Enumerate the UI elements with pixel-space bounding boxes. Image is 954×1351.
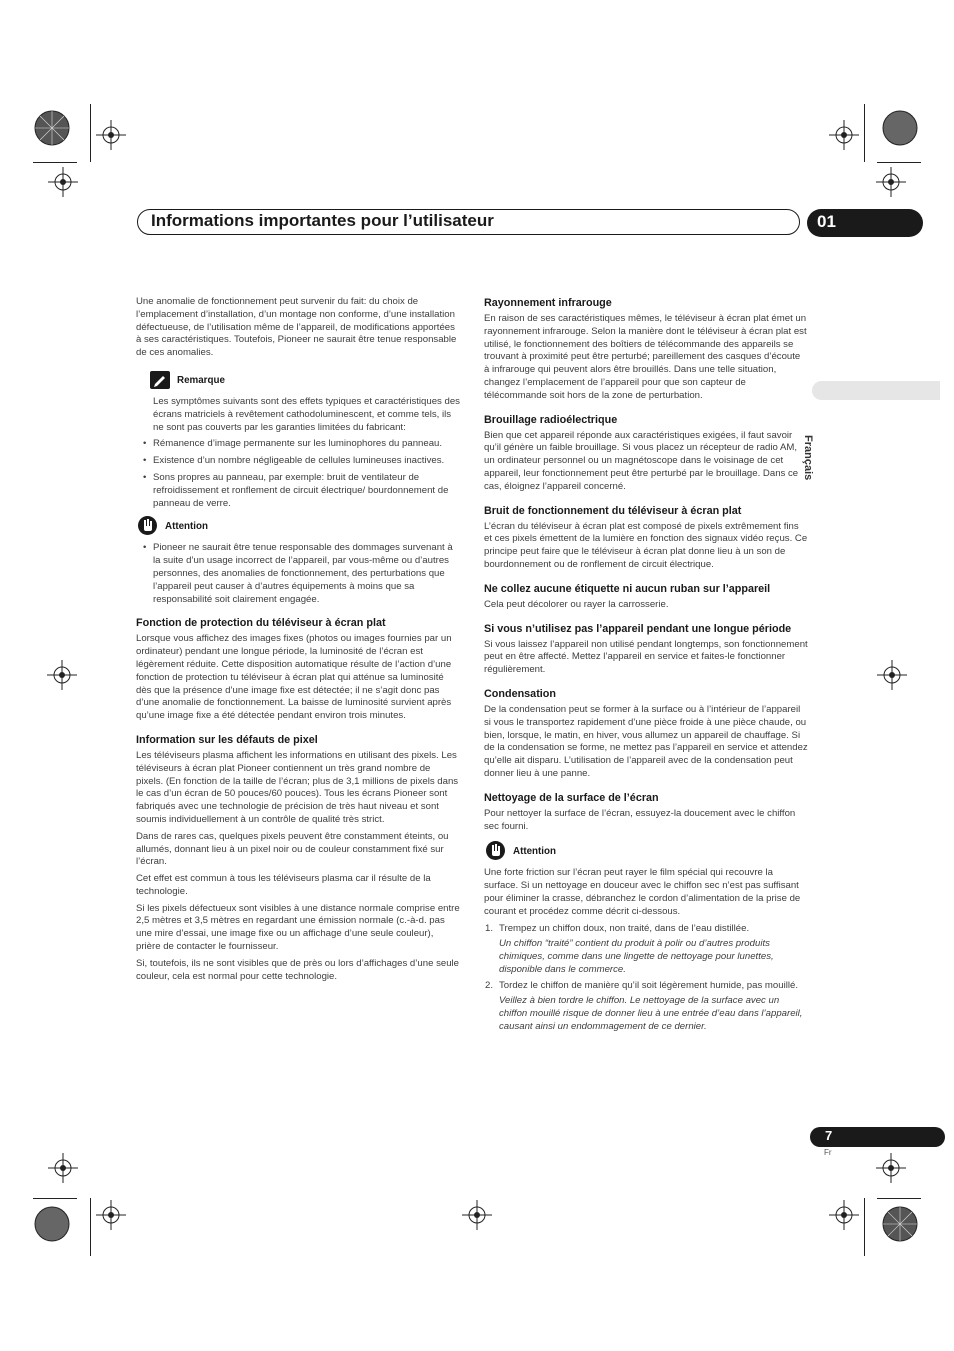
section-text: Les téléviseurs plasma affichent les informations en utilisant des pixels. Les téléviseurs à écran plat Pioneer contiennent un très grand nombre de pixels. (En fonction de la taille de l’écran; plus de 3,1 millions de pixels dans le cas d’un écran de 50 pouces/60 pouces). Tous les écrans Pioneer sont fabriqués avec une technologie de précision de très haut niveau et sont soumis individuellement à un contrôle de qualité très strict. <box>136 749 459 825</box>
intro-paragraph: Une anomalie de fonctionnement peut survenir du fait: du choix de l’emplacement d’installation, d’un montage non conforme, d’une installation défectueuse, de l’utilisation même de l’appareil, de modifications apportées à ses caractéristiques. Toutefois, Pioneer ne saurait être tenue responsable de ces anomalies. <box>136 296 457 359</box>
page-title: Informations importantes pour l’utilisateur <box>151 211 494 230</box>
page-number: 7 <box>825 1128 833 1143</box>
section-heading: Fonction de protection du téléviseur à écran plat <box>136 617 386 630</box>
crosshair-icon <box>829 1200 859 1230</box>
registration-mark-icon <box>32 108 72 148</box>
crosshair-icon <box>47 660 77 690</box>
section-text: Si vous laissez l’appareil non utilisé pendant longtemps, son fonctionnement peut en être affecté. Mettez l’appareil en service et faites-le fonctionner régulièrement. <box>484 638 808 676</box>
attention-label: Attention <box>513 846 556 858</box>
step-text: Tordez le chiffon de manière qu’il soit légèrement humide, pas mouillé. <box>499 979 798 991</box>
page-language-code: Fr <box>824 1148 832 1157</box>
step-note: Un chiffon “traité” contient du produit à polir ou d’autres produits chimiques, comme dans une lingette de nettoyage pour lunettes, disponible dans le commerce. <box>499 938 774 975</box>
section-text: Lorsque vous affichez des images fixes (photos ou images fournies par un ordinateur) pendant une longue période, la luminosité de l’écran est légèrement réduite. Cette disposition automatique résulte de l’action d’une fonction de protection tu téléviseur à écran plat qui atténue sa luminosité dès que la présence d’une image fixe est détectée; il ne s’agit donc pas d’une anomalie de fonctionnement. La baisse de luminosité survient après qu’une image fixe a été détectée pendant environ trois minutes. <box>136 633 452 722</box>
section-heading: Bruit de fonctionnement du téléviseur à écran plat <box>484 504 742 517</box>
step-number: 1. <box>485 922 494 934</box>
pencil-icon <box>150 371 170 389</box>
chapter-number: 01 <box>817 212 836 231</box>
crosshair-icon <box>876 167 906 197</box>
section-heading: Si vous n’utilisez pas l’appareil pendant une longue période <box>484 622 792 635</box>
right-column <box>484 296 808 1037</box>
section-text: L’écran du téléviseur à écran plat est composé de pixels extrêmement fins et ces pixels émettent de la lumière en fonction des signaux vidéo reçus. Ce principe peut faire que le téléviseur à écran plat donne lieu à un son de bourdonnement ou de ronflement de circuit électrique. <box>484 520 808 570</box>
attention-heading <box>138 520 460 538</box>
crosshair-icon <box>48 1153 78 1183</box>
remarque-label: Remarque <box>177 374 225 386</box>
section-text: De la condensation peut se former à la surface ou à l’intérieur de l’appareil si vous le transportez rapidement d’une pièce froide à une pièce chaude, ou bien, lorsque, le matin, en hiver, vous allumez un appareil de chauffage. Si de la condensation se forme, ne mettez pas l’appareil en service et attendez qu’elle ait disparu. L’utilisation de l’appareil avec de la condensation peut donner lieu à une panne. <box>484 703 808 779</box>
cleaning-steps <box>484 923 808 1034</box>
section-heading: Nettoyage de la surface de l’écran <box>484 791 659 804</box>
section-text: Si, toutefois, ils ne sont visibles que de près ou lors d’affichages d’une seule couleur, cela est normal pour cette technologie. <box>136 957 460 982</box>
section-text: Dans de rares cas, quelques pixels peuvent être constamment éteints, ou allumés, donnant lieu à un pixel noir ou de couleur constamment fixé sur l’écran. <box>136 830 449 868</box>
section-heading: Information sur les défauts de pixel <box>136 733 318 746</box>
remarque-list <box>136 438 460 510</box>
list-item: • Rémanence d’image permanente sur les luminophores du panneau. <box>153 438 460 451</box>
remarque-heading <box>150 374 460 392</box>
attention-list <box>136 542 460 606</box>
language-tab <box>812 381 940 400</box>
crosshair-icon <box>96 1200 126 1230</box>
crosshair-icon <box>96 120 126 150</box>
section-text: En raison de ses caractéristiques mêmes, le téléviseur à écran plat émet un rayonnement infrarouge. Selon la manière dont le téléviseur à écran plat est utilisé, le fonctionnement des boîtiers de télécommande des appareils se trouvant à proximité peut être perturbé; pareillement des casques d’écoute à infrarouge qui peuvent alors être brouillés. Dans une telle situation, changez l’emplacement de l’appareil pour que son capteur de télécommande soit hors de la zone de perturbation. <box>484 313 807 401</box>
section-heading: Brouillage radioélectrique <box>484 413 618 426</box>
step-text: Trempez un chiffon doux, non traité, dans de l’eau distillée. <box>499 922 750 934</box>
step-note: Veillez à bien tordre le chiffon. Le nettoyage de la surface avec un chiffon mouillé risque de donner lieu à une entrée d’eau dans l’appareil, causant ainsi un endommagement de ce dernier. <box>499 995 803 1033</box>
attention-heading <box>486 845 808 863</box>
attention-text: Une forte friction sur l’écran peut rayer le film spécial qui recouvre la surface. Si un nettoyage en douceur avec le chiffon sec n’est pas suffisant pour éliminer la crasse, débranchez le cordon d’alimentation de la prise de courant et procédez comme décrit ci-dessous. <box>484 867 801 917</box>
hand-stop-icon <box>486 841 505 860</box>
list-item: • Sons propres au panneau, par exemple: bruit de ventilateur de refroidissement et ronflement de circuit électrique/ bourdonnement de panneau de verre. <box>153 472 460 510</box>
attention-label: Attention <box>165 521 208 533</box>
crosshair-icon <box>876 1153 906 1183</box>
registration-mark-icon <box>32 1204 72 1244</box>
crosshair-icon <box>462 1200 492 1230</box>
section-text: Si les pixels défectueux sont visibles à une distance normale comprise entre 2,5 mètres et 3,5 mètres en regardant une émission normale (c.-à-d. pas une mire d’essai, une image fixe ou un affichage d’une seule couleur), prière de contacter le fournisseur. <box>136 902 460 953</box>
list-item: • Pioneer ne saurait être tenue responsable des dommages survenant à la suite d’un usage incorrect de l’appareil, par vous-même ou d’autres personnes, des anomalies de fonctionnement, des perturbations que l’appareil peut causer à d’autres équipements à moins que sa responsabilité soit clairement engagée. <box>153 542 460 606</box>
section-heading: Condensation <box>484 687 556 700</box>
language-label: Français <box>802 435 814 481</box>
left-column <box>136 296 460 987</box>
list-item <box>485 922 808 977</box>
hand-stop-icon <box>138 516 157 535</box>
section-heading: Rayonnement infrarouge <box>484 297 612 309</box>
registration-mark-icon <box>880 108 920 148</box>
section-text: Cela peut décolorer ou rayer la carrosserie. <box>484 598 669 610</box>
crosshair-icon <box>877 660 907 690</box>
section-heading: Ne collez aucune étiquette ni aucun ruban sur l’appareil <box>484 582 771 595</box>
section-text: Cet effet est commun à tous les téléviseurs plasma car il résulte de la technologie. <box>136 873 431 897</box>
list-item <box>485 979 808 1034</box>
remarque-text: Les symptômes suivants sont des effets typiques et caractéristiques des écrans matriciels à revêtement cathodoluminescent, et comme tels, ils ne sont pas couverts par les garanties limitées du fabricant: <box>153 395 460 433</box>
step-number: 2. <box>485 979 494 991</box>
crosshair-icon <box>48 167 78 197</box>
section-text: Bien que cet appareil réponde aux caractéristiques exigées, il faut savoir qu’il génère un faible brouillage. Si vous placez un récepteur de radio AM, un ordinateur personnel ou un magnétoscope dans le voisinage de cet appareil, leur fonctionnement peut être perturbé par le brouillage. Dans ce cas, éloignez l’appareil concerné. <box>484 429 799 492</box>
list-item: • Existence d’un nombre négligeable de cellules lumineuses inactives. <box>153 455 460 468</box>
section-text: Pour nettoyer la surface de l’écran, essuyez-la doucement avec le chiffon sec fourni. <box>484 807 796 832</box>
registration-mark-icon <box>880 1204 920 1244</box>
crosshair-icon <box>829 120 859 150</box>
